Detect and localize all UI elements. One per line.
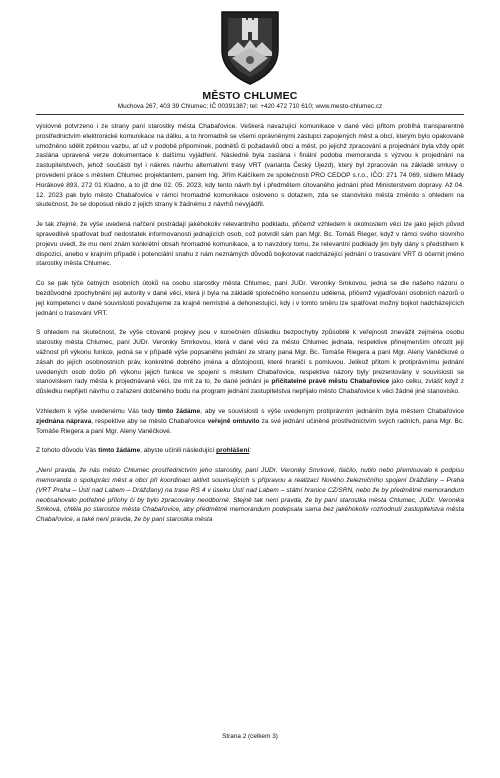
letterhead — [0, 0, 500, 124]
paragraph-2: Je tak zřejmé, že výše uvedená nařčení postrádají jakéhokoliv relevantního podkladu, přičemž vzhledem k okolnostem věci lze jako jejich původ spravedlivě spatřovat buď nedostatek informovanosti jednajících osob, což potvrdil sám pan Mgr. Bc. Tomáš Rieger, když v rámci svého slovního projevu uvedl, že mu není znám konkrétní obsah hromadné komunikace, a to navzdory tomu, že relevantní podklady jim byly dány s předstihem k dispozici, anebo v krajním případě i potenciální snahu z nám neznámých důvodů bojkotovat nadcházející jednání o trasování VRT či očernit jméno starostky města Chlumec. — [36, 221, 464, 268]
coat-of-arms-icon — [218, 6, 282, 86]
requested-statement-quote: „Není pravda, že nás město Chlumec prostřednictvím jeho starostky, paní JUDr. Veroniky Smrkové, tlačilo, nutilo nebo přemlouvalo k podpisu memoranda o spolupráci měst a obcí při koordinaci aktivit souvisejících s přípravou a realizací Nového železničního spojení Drážďany – Praha (VRT Praha – Ústí nad Labem – Drážďany) na trase RS 4 v úseku Ústí nad Labem – státní hranice CZ/SRN, nebo že by předmětné memorandum neobsahovalo potřebné přílohy či by bylo zpracovány neodborně. Stejně tak není pravda, že by paní starostka města Chlumec, JUDr. Veronika Smková, chtěla po starostce města Chabařovice, aby předmětné memorandum podepsala sama bez jakéhokoliv rozhodnutí zastupitelstva města Chabařovice, a také není pravda, že by paní starostka města — [36, 467, 464, 524]
paragraph-3: Co se pak týče četných osobních útoků na osobu starostky města Chlumec, paní JUDr. Veroniky Smkovou, jedná se dle našeho názoru o bezdůvodné zpochybnění její autority v dané věci, která jí byla na základě společného konsenzu udělena, přičemž vyjadřování osobních názorů o její kompetenci v dané souvislosti považujeme za krajně nemístné a dehonestující, kdy i v tomto směru lze spatřovat možný bojkot nadcházejících jednání o trasování VRT. — [36, 280, 464, 317]
page-number: Strana 2 (celkem 3) — [222, 733, 278, 740]
paragraph-1: výslovně potvrzeno i ze strany paní starostky města Chabařovice. Veškerá navazující komunikace v dané věci přitom probíhá transparentně prostřednictvím elektronické komunikace na dálku, a to hromadně se všemi oprávněnými zástupci zapojených měst a obcí, kterým bylo opakovaně umožněno sdělit zpětnou vazbu, ať už v podobě připomínek, podnětů či požadavků obcí a měst, po jejichž zpracování a projednání byla vždy opět zaslána upravená verze dokumentace k dalšímu vyjádření. Následně byla zaslána i finální podoba memoranda s výzvou k projednání na zastupitelstvech, jehož součástí byl i nákres návrhu alternativní trasy VRT (varianta Český Újezd), který byl zpracován na základě smluvy o provedení práce s městem Chlumec projektantem, panem Ing. Jiřím Kalčíkem ze společnosti PRO CEDOP s.r.o., IČO: 271 74 069, sídlem Milady Horákové 893, 272 01 Kladno, a to již dne 02. 05. 2023, kdy tento návrh byl i předmětem citovaného jednání před Ministerstvem dopravy. Až 04. 12. 2023 pak bylo město Chabařovice v rámci hromadné komunikace osloveno s dotazem, zda se stanovisko města změnilo s ohledem na skutečnost, že se doposud nikdo z jejich strany k žádnému z návrhů nevyjádřil. — [36, 123, 464, 209]
paragraph-4: S ohledem na skutečnost, že výše citované projevy jsou v konečném důsledku bezpochyby způsobilé k veřejnosti znevážit zejména osobu starostky města Chlumec, paní JUDr. Veroniky Smrkovou, která v dané věci za město Chlumec jednala, respektive přinejmenším ohrozit její vážnost při výkonu funkce, jedná se v případě výše popsaného jednání ze strany pana Mgr. Bc. Tomáše Riegera a paní Mgr. Aleny Vaněčkové o zásah do jejích osobnostních práv, konkrétně dobrého jména a důstojnosti, které hraničí s pomluvou. Jelikož přitom k protiprávnímu jednání uvedených osob došlo při výkonu jejich funkce ve spojení s městem Chabařovice, respektive názory byly prezentovány v souvislosti se stanoviskem rady města k projednávané věci, lze mít za to, že dané jednání je přičitatelné právě městu Chabařovice jako celku, zvlášť když z důsledku nepřijetí návrhu o zařazení dotčeného bodu na program jednání zastupitelstva nepřijalo město Chabařovice k věci žádné jiné stanovisko. — [36, 329, 464, 396]
letter-body — [36, 122, 464, 535]
header-divider — [36, 114, 464, 115]
town-name: MĚSTO CHLUMEC — [202, 90, 298, 102]
paragraph-5: Vzhledem k výše uvedenému Vás tedy tímto žádáme, aby ve souvislosti s výše uvedeným protiprávním jednáním byla městem Chabařovice zjednána náprava, respektive aby se město Chabařovice veřejně omluvilo za své jednání učiněné prostřednictvím svých radních, pana Mgr. Bc. Tomáše Riegera a paní Mgr. Aleny Vaněčkové. — [36, 407, 464, 435]
address-line: Muchova 267, 403 39 Chlumec; IČ 00391387; tel: +420 472 710 610; www.mesto-chlumec.cz — [117, 103, 383, 110]
paragraph-6: Z tohoto důvodu Vás tímto žádáme, abyste učinili následující prohlášení: — [36, 447, 252, 455]
